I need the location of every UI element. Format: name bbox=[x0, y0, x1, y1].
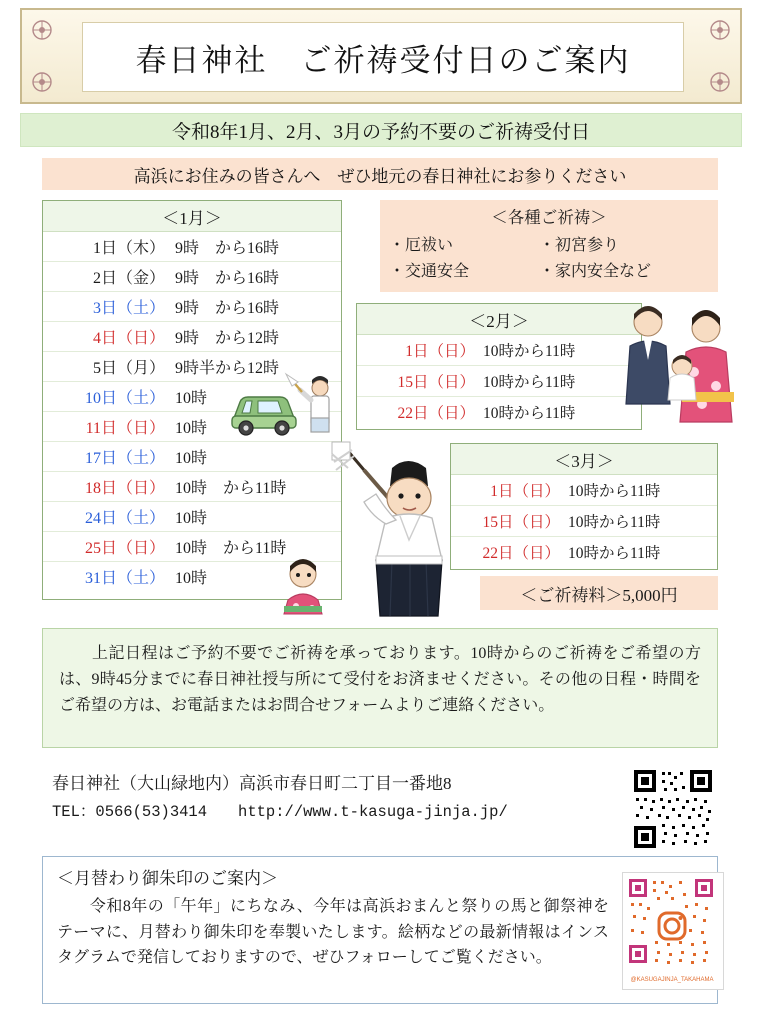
time-cell: 9時 から12時 bbox=[175, 330, 280, 347]
kito-types-row bbox=[380, 232, 718, 255]
time-cell: 9時 から16時 bbox=[175, 270, 280, 287]
table-row bbox=[451, 506, 717, 537]
march-heading: ＜3月＞ bbox=[451, 444, 717, 475]
table-row bbox=[43, 262, 341, 292]
date-cell: 1日（日） bbox=[490, 483, 560, 500]
table-row bbox=[43, 502, 341, 532]
date-cell: 22日（日） bbox=[397, 405, 475, 422]
page-title bbox=[82, 22, 684, 92]
goshuin-info-box bbox=[42, 856, 718, 1004]
table-row bbox=[43, 292, 341, 322]
instagram-qr-code[interactable] bbox=[622, 872, 724, 990]
date-cell: 15日（日） bbox=[482, 514, 560, 531]
date-cell: 1日（木） bbox=[92, 240, 165, 257]
time-cell: 9時 から16時 bbox=[175, 300, 280, 317]
january-heading: ＜1月＞ bbox=[43, 201, 341, 232]
time-cell: 10時 から11時 bbox=[175, 540, 287, 557]
website-qr-code[interactable] bbox=[630, 766, 716, 852]
date-cell: 2日（金） bbox=[92, 270, 165, 287]
february-heading: ＜2月＞ bbox=[357, 304, 641, 335]
time-cell: 9時半から12時 bbox=[175, 360, 280, 377]
family-illustration bbox=[620, 300, 738, 440]
time-cell: 10時 bbox=[175, 390, 208, 407]
time-cell: 10時から11時 bbox=[483, 343, 576, 360]
date-cell: 17日（土） bbox=[84, 450, 165, 467]
date-cell: 10日（土） bbox=[84, 390, 165, 407]
date-cell: 31日（土） bbox=[84, 570, 165, 587]
corner-ornament-icon bbox=[690, 52, 736, 98]
time-cell: 10時 bbox=[175, 570, 208, 587]
date-cell: 22日（日） bbox=[482, 545, 560, 562]
kito-item: ・初宮参り bbox=[539, 237, 620, 254]
kito-types-heading: ＜各種ご祈祷＞ bbox=[491, 208, 607, 227]
price-badge: ＜ご祈祷料＞5,000円 bbox=[480, 576, 718, 610]
shinto-priest-illustration bbox=[330, 440, 470, 620]
kito-types-box bbox=[380, 200, 718, 292]
goshuin-body: 令和8年の「午年」にちなみ、今年は高浜おまんと祭りの馬と御祭神をテーマに、月替わり御朱印を奉製いたします。絵柄などの最新情報はインスタグラムで発信しておりますので、ぜひフォローしてご覧ください。 bbox=[57, 898, 609, 967]
instagram-handle: @KASUGAJINJA_TAKAHAMA bbox=[630, 977, 714, 983]
kito-item: ・家内安全など bbox=[539, 263, 652, 280]
page-title-text: 春日神社 ご祈祷受付日のご案内 bbox=[135, 42, 631, 78]
table-row bbox=[43, 232, 341, 262]
table-row bbox=[43, 472, 341, 502]
table-row bbox=[357, 366, 641, 397]
time-cell: 10時から11時 bbox=[483, 374, 576, 391]
shrine-tel-url[interactable]: TEL：0566(53)3414 http://www.t-kasuga-jinja.jp/ bbox=[52, 802, 508, 821]
time-cell: 10時から11時 bbox=[483, 405, 576, 422]
march-schedule-table bbox=[450, 443, 718, 570]
address-block bbox=[52, 770, 612, 825]
date-cell: 25日（日） bbox=[84, 540, 165, 557]
table-row bbox=[357, 335, 641, 366]
time-cell: 10時から11時 bbox=[568, 483, 661, 500]
shrine-address: 春日神社（大山緑地内）高浜市春日町二丁目一番地8 bbox=[52, 774, 452, 793]
car-blessing-illustration bbox=[228, 372, 343, 442]
table-row bbox=[451, 537, 717, 567]
kito-types-row bbox=[380, 258, 718, 281]
time-cell: 10時から11時 bbox=[568, 545, 661, 562]
table-row bbox=[43, 442, 341, 472]
child-illustration bbox=[270, 556, 336, 616]
date-cell: 11日（日） bbox=[85, 420, 165, 437]
subtitle-band: 令和8年1月、2月、3月の予約不要のご祈祷受付日 bbox=[20, 113, 742, 147]
instruction-paragraph: 上記日程はご予約不要でご祈祷を承っております。10時からのご祈祷をご希望の方は、9時45分までに春日神社授与所にて受付をお済ませください。その他の日程・時間をご希望の方は、お電話またはお問合せフォームよりご連絡ください。 bbox=[42, 628, 718, 748]
date-cell: 24日（土） bbox=[84, 510, 165, 527]
goshuin-heading: ＜月替わり御朱印のご案内＞ bbox=[57, 869, 278, 888]
date-cell: 4日（日） bbox=[92, 330, 165, 347]
time-cell: 10時から11時 bbox=[568, 514, 661, 531]
time-cell: 10時 bbox=[175, 450, 208, 467]
corner-ornament-icon bbox=[26, 52, 72, 98]
date-cell: 1日（日） bbox=[405, 343, 475, 360]
date-cell: 3日（土） bbox=[92, 300, 165, 317]
table-row bbox=[357, 397, 641, 427]
date-cell: 5日（月） bbox=[92, 360, 165, 377]
kito-item: ・交通安全 bbox=[389, 263, 470, 280]
time-cell: 10時 bbox=[175, 420, 208, 437]
notice-band: 高浜にお住みの皆さんへ ぜひ地元の春日神社にお参りください bbox=[42, 158, 718, 190]
time-cell: 10時 bbox=[175, 510, 208, 527]
time-cell: 9時 から16時 bbox=[175, 240, 280, 257]
title-banner bbox=[20, 8, 742, 104]
february-schedule-table bbox=[356, 303, 642, 430]
date-cell: 15日（日） bbox=[397, 374, 475, 391]
date-cell: 18日（日） bbox=[84, 480, 165, 497]
table-row bbox=[451, 475, 717, 506]
kito-item: ・厄祓い bbox=[389, 237, 454, 254]
time-cell: 10時 から11時 bbox=[175, 480, 287, 497]
table-row bbox=[43, 322, 341, 352]
